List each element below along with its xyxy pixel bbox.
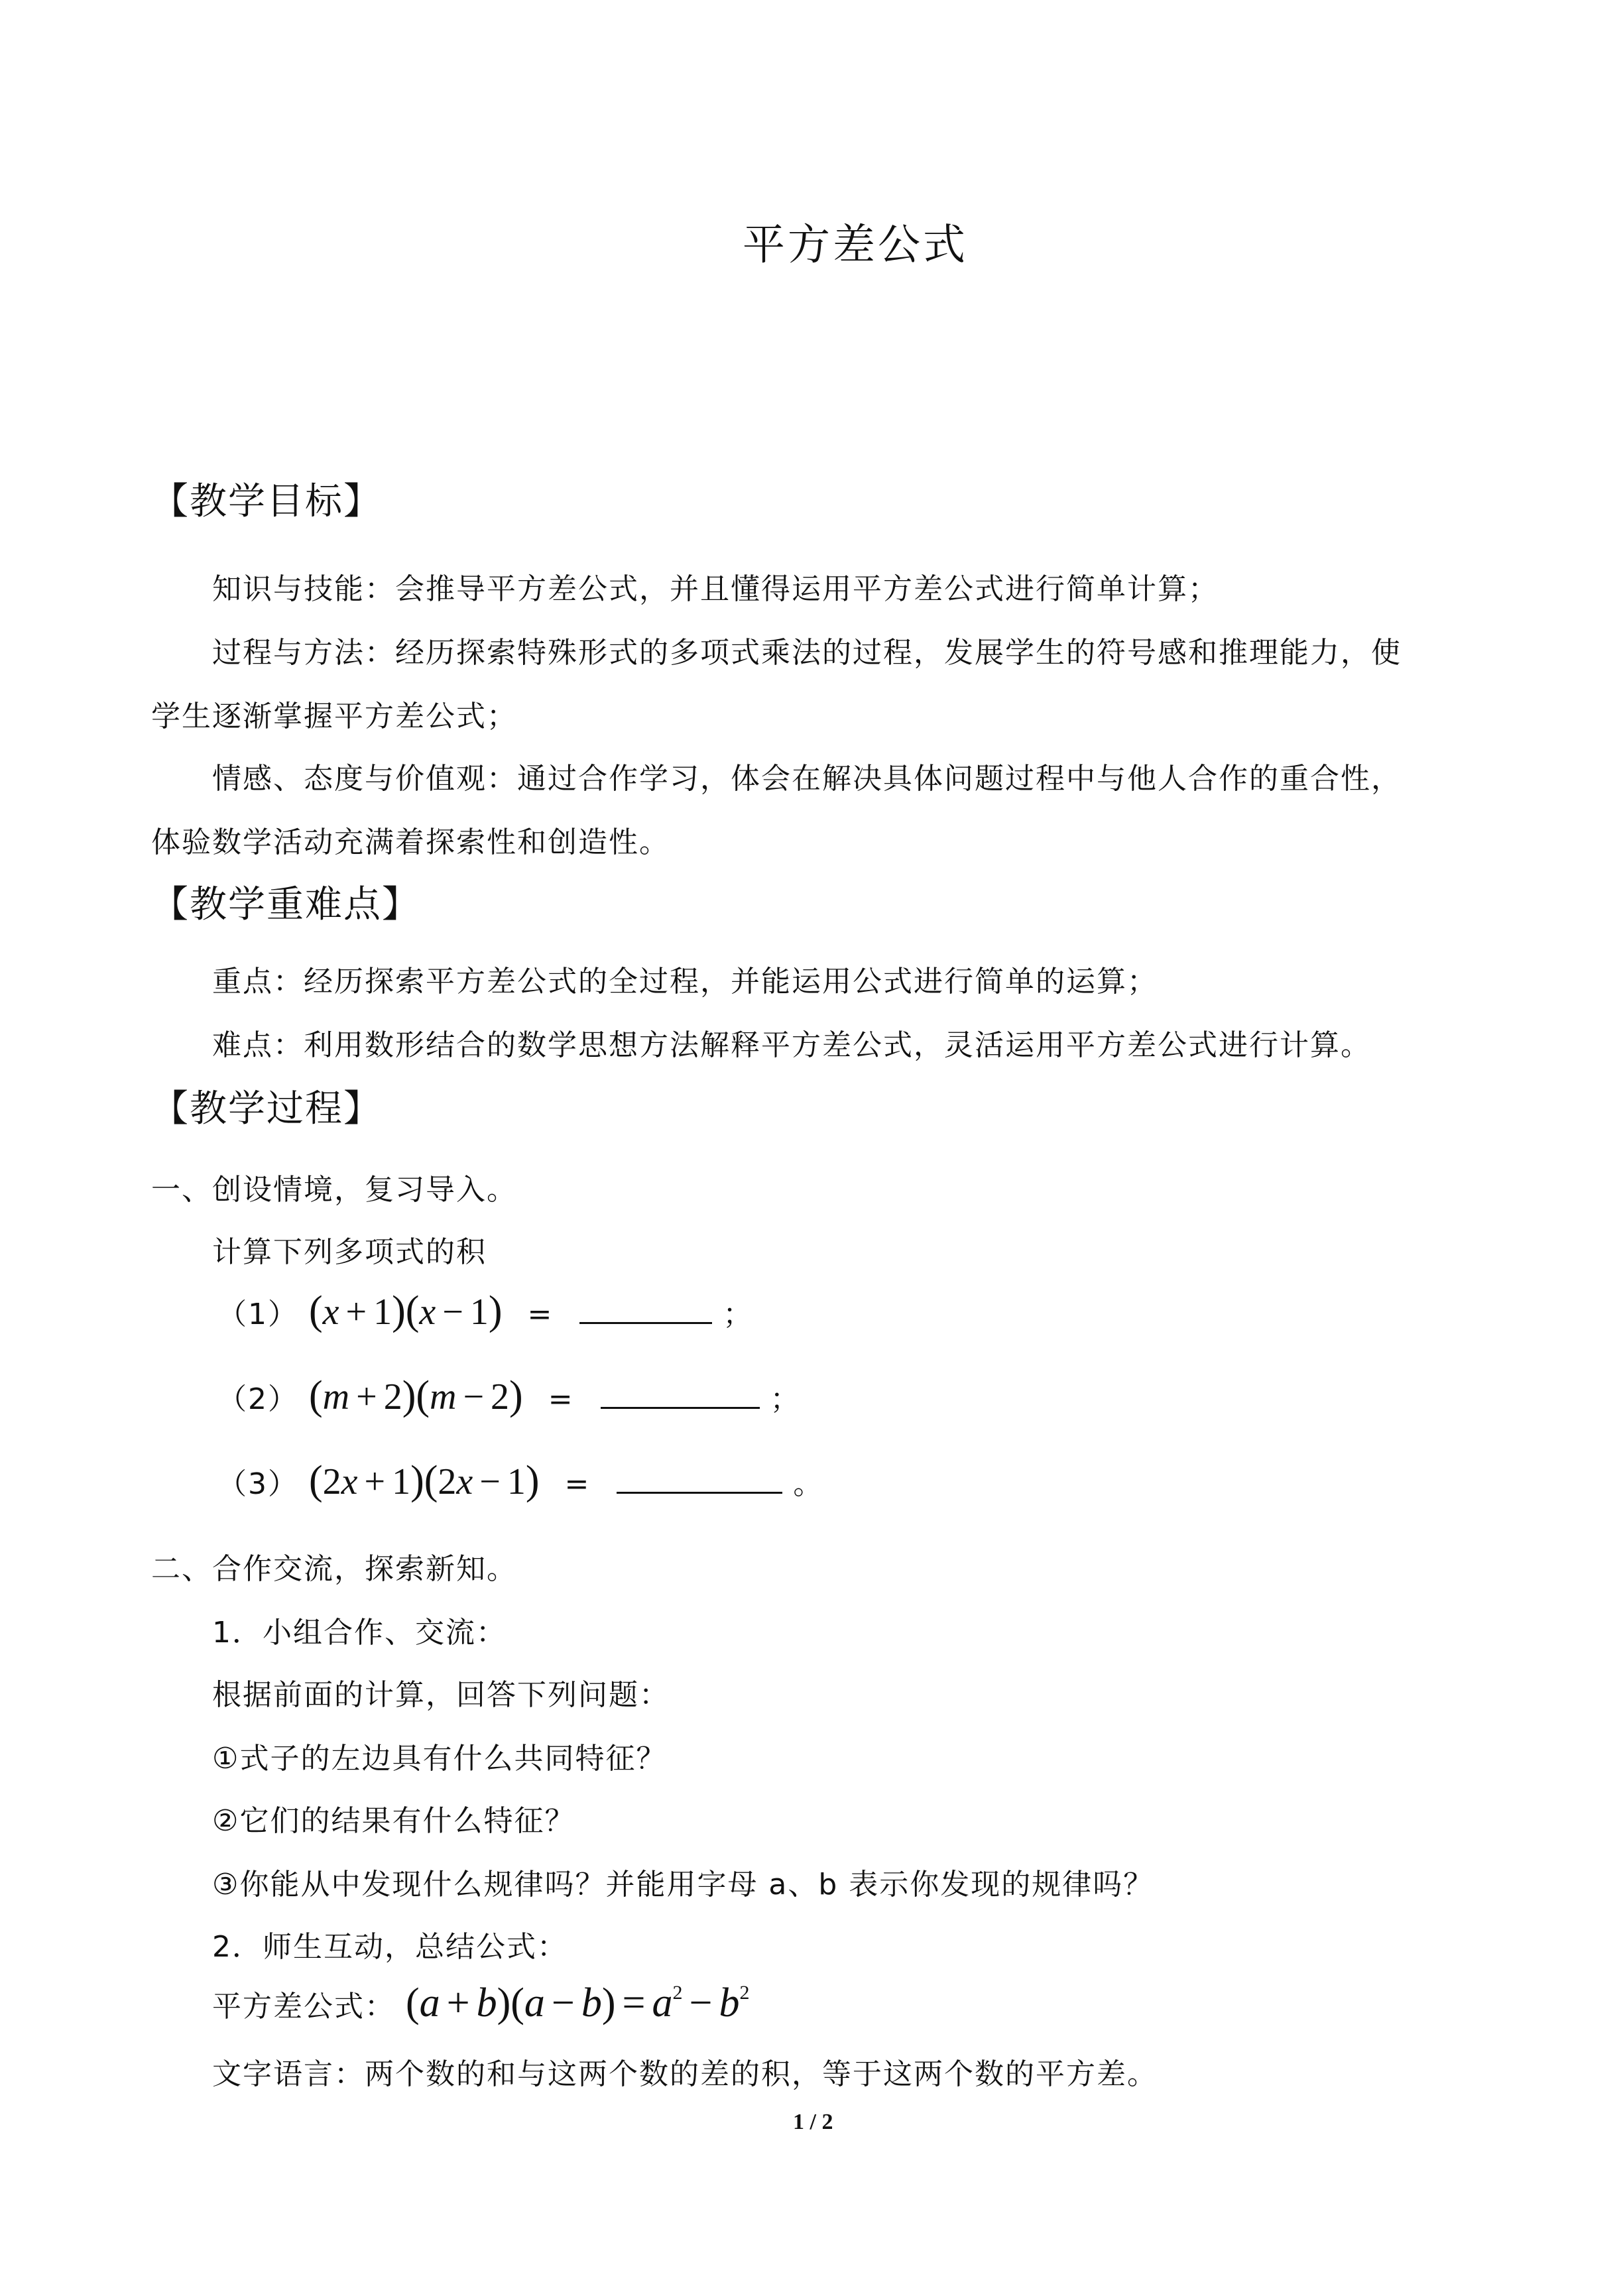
exercise-2-var1: m — [322, 1376, 350, 1418]
exercise-3-end: 。 — [793, 1467, 824, 1501]
exercise-3-equals: = — [564, 1467, 591, 1501]
questions-intro: 根据前面的计算，回答下列问题： — [212, 1678, 670, 1712]
exercise-3-coef1: 2 — [322, 1461, 341, 1502]
exercise-1-answer-blank[interactable] — [579, 1302, 712, 1324]
exercise-3-const2: 1 — [507, 1461, 526, 1502]
formula-b2: b — [581, 1980, 602, 2025]
process-part2-heading: 二、合作交流，探索新知。 — [151, 1552, 517, 1586]
section-heading-process: 【教学过程】 — [151, 1087, 382, 1130]
exercise-2-const2: 2 — [491, 1376, 510, 1418]
exercise-2-end: ； — [770, 1382, 801, 1416]
question-1: ①式子的左边具有什么共同特征？ — [212, 1742, 667, 1776]
exercise-1-var1: x — [322, 1292, 339, 1333]
page-number: 1 / 2 — [793, 2110, 833, 2134]
exercise-2-label: （2） — [217, 1382, 298, 1416]
exercise-1-const2: 1 — [469, 1292, 489, 1333]
exercise-3-answer-blank[interactable] — [617, 1472, 782, 1494]
exercise-1-label: （1） — [217, 1298, 298, 1331]
exercise-2-equals: = — [548, 1382, 574, 1416]
exercise-1 — [217, 1288, 753, 1335]
exercise-1-end: ； — [723, 1298, 754, 1331]
exercise-3-coef2: 2 — [438, 1461, 457, 1502]
exercise-2-var2: m — [430, 1376, 457, 1418]
exercise-2 — [217, 1372, 801, 1420]
step-2-heading: 2．师生互动，总结公式： — [212, 1930, 568, 1964]
goal-process-line2: 学生逐渐掌握平方差公式； — [151, 699, 517, 733]
formula-a2: a — [524, 1980, 545, 2025]
goal-knowledge: 知识与技能：会推导平方差公式，并且懂得运用平方差公式进行简单计算； — [212, 572, 1219, 606]
process-part1-heading: 一、创设情境，复习导入。 — [151, 1173, 517, 1207]
exercise-1-equals: = — [527, 1298, 554, 1331]
exercise-3-const1: 1 — [392, 1461, 411, 1502]
exercise-2-const1: 2 — [383, 1376, 402, 1418]
formula-expression: $(a + b)(a - b) = a^2 - b^2$ — [406, 1980, 750, 2025]
section-heading-goals: 【教学目标】 — [151, 480, 382, 523]
goal-attitude-line1: 情感、态度与价值观：通过合作学习，体会在解决具体问题过程中与他人合作的重合性， — [212, 762, 1402, 796]
goal-attitude-line2: 体验数学活动充满着探索性和创造性。 — [151, 825, 670, 859]
compute-instruction: 计算下列多项式的积 — [212, 1235, 487, 1269]
formula-exponent-b: 2 — [739, 1982, 750, 2004]
section-heading-key-points: 【教学重难点】 — [151, 883, 420, 926]
question-2: ②它们的结果有什么特征？ — [212, 1804, 575, 1838]
exercise-1-var2: x — [419, 1292, 436, 1333]
page-title: 平方差公式 — [743, 221, 968, 270]
exercise-3-label: （3） — [217, 1467, 298, 1501]
goal-process-line1: 过程与方法：经历探索特殊形式的多项式乘法的过程，发展学生的符号感和推理能力，使 — [212, 636, 1402, 670]
formula-a1: a — [419, 1980, 440, 2025]
exercise-3-expression: (2x + 1)(2x − 1) — [309, 1458, 540, 1503]
formula-a3: a — [652, 1980, 673, 2025]
formula-b3: b — [719, 1980, 740, 2025]
difference-of-squares-formula — [212, 1980, 749, 2027]
exercise-3 — [217, 1457, 823, 1504]
exercise-3-var2: x — [456, 1461, 473, 1502]
verbal-statement: 文字语言：两个数的和与这两个数的差的积，等于这两个数的平方差。 — [212, 2057, 1158, 2091]
formula-exponent-a: 2 — [672, 1982, 683, 2004]
key-focus: 重点：经历探索平方差公式的全过程，并能运用公式进行简单的运算； — [212, 965, 1158, 998]
formula-label: 平方差公式： — [212, 1990, 395, 2024]
key-difficulty: 难点：利用数形结合的数学思想方法解释平方差公式，灵活运用平方差公式进行计算。 — [212, 1028, 1371, 1062]
step-1-heading: 1．小组合作、交流： — [212, 1616, 507, 1650]
exercise-3-var1: x — [341, 1461, 358, 1502]
formula-b1: b — [476, 1980, 497, 2025]
exercise-2-expression: (m + 2)(m − 2) — [309, 1373, 523, 1418]
question-3: ③你能从中发现什么规律吗？并能用字母 a、b 表示你发现的规律吗？ — [212, 1868, 1154, 1902]
exercise-2-answer-blank[interactable] — [601, 1387, 760, 1409]
exercise-1-expression: (x + 1)(x − 1) — [309, 1288, 503, 1333]
exercise-1-const1: 1 — [373, 1292, 392, 1333]
